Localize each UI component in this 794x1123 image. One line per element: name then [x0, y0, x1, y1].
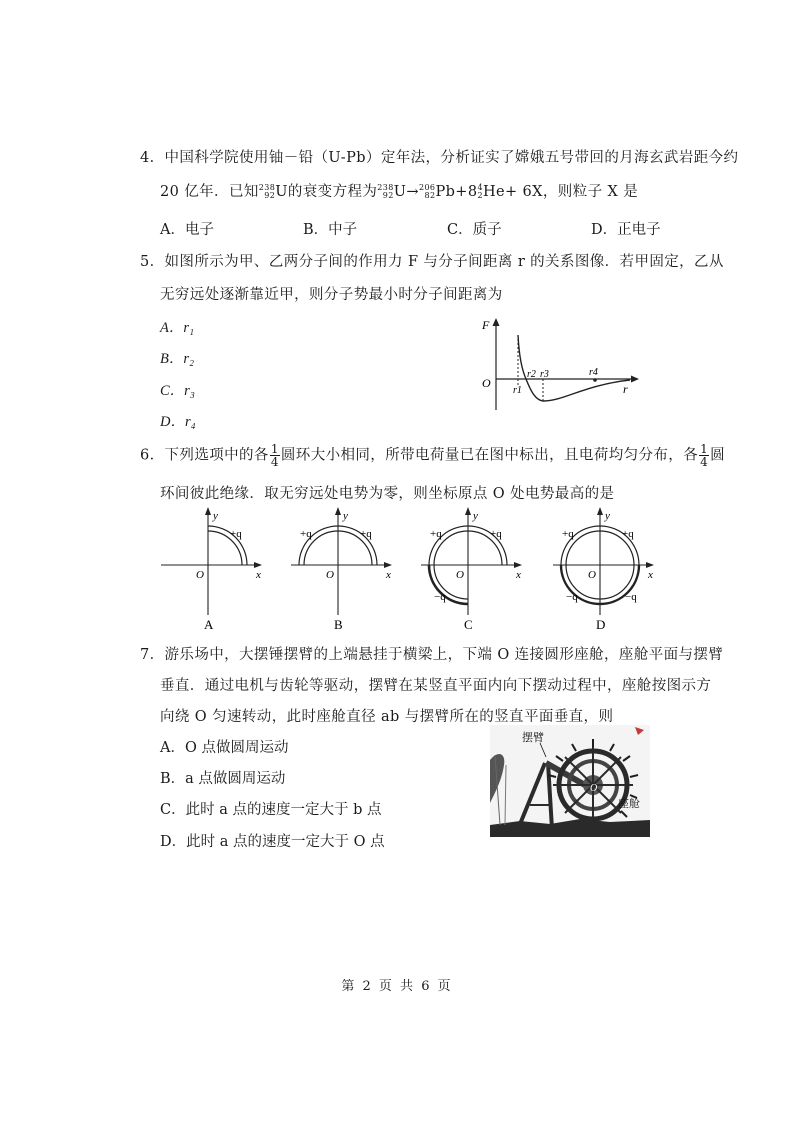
q5-number: 5．	[140, 254, 165, 270]
svg-text:+q: +q	[360, 528, 372, 540]
arrow-symbol: →	[406, 184, 419, 200]
q4-number: 4．	[140, 150, 165, 166]
svg-text:O: O	[588, 569, 596, 581]
q4-line1: 4．中国科学院使用铀－铅（U-Pb）定年法，分析证实了嫦娥五号带回的月海玄武岩距今约	[140, 150, 739, 166]
caption-a: A	[204, 617, 214, 632]
r-axis-arrow	[631, 376, 639, 383]
r4-point	[593, 378, 597, 382]
quarter-fraction: $\frac{1}{4}$	[270, 442, 279, 469]
caption-c: C	[464, 617, 473, 632]
f-axis-arrow	[493, 318, 500, 326]
q4-line2: 20 亿年．已知 238 92 U的衰变方程为 238 92 U→ 206 82 Pb+8 4 2 He+ 6X，则粒子 X 是	[160, 183, 639, 200]
q4-option-b[interactable]: B．中子	[303, 222, 358, 238]
q6-diagram-d	[550, 505, 660, 635]
force-distance-graph	[475, 315, 645, 415]
arm-label: 摆臂	[522, 732, 544, 744]
q6-line1: 6．下列选项中的各 $\frac{1}{4}$ 圆环大小相同，所带电荷量已在图中标出，且电荷均匀分布，各 $\frac{1}{4}$ 圆	[140, 442, 726, 469]
cabin-label: 座舱	[618, 798, 640, 810]
q5-option-d[interactable]: D．r₄	[160, 414, 196, 430]
q7-number: 7．	[140, 647, 165, 663]
q6-diagram-b	[288, 505, 398, 635]
svg-text:y: y	[213, 510, 218, 522]
svg-text:+q: +q	[230, 528, 242, 540]
f-axis-label: F	[482, 318, 490, 332]
svg-text:O: O	[196, 569, 204, 581]
q5-option-b[interactable]: B．r₂	[160, 351, 195, 367]
q7-line3: 向绕 O 匀速转动，此时座舱直径 ab 与摆臂所在的竖直平面垂直，则	[160, 709, 614, 725]
q7-option-b[interactable]: B．a 点做圆周运动	[160, 771, 286, 787]
q7-line2: 垂直．通过电机与齿轮等驱动，摆臂在某竖直平面内向下摆动过程中，座舱按图示方	[160, 678, 712, 694]
caption-b: B	[334, 617, 343, 632]
q7-option-a[interactable]: A．O 点做圆周运动	[160, 740, 289, 756]
q6-diagram-a	[158, 505, 268, 635]
q6-number: 6．	[140, 447, 165, 464]
svg-text:+q: +q	[300, 528, 312, 540]
pendulum-ride-photo	[490, 725, 650, 837]
caption-d: D	[596, 617, 606, 632]
svg-text:+q: +q	[430, 528, 442, 540]
q4-option-a[interactable]: A．电子	[160, 222, 214, 238]
force-curve	[518, 335, 630, 401]
q7-option-d[interactable]: D．此时 a 点的速度一定大于 O 点	[160, 834, 385, 850]
svg-text:O: O	[456, 569, 464, 581]
svg-text:y: y	[343, 510, 348, 522]
r-axis-label: r	[623, 382, 628, 396]
svg-text:+q: +q	[490, 528, 502, 540]
q4-option-d[interactable]: D．正电子	[591, 222, 661, 238]
svg-text:x: x	[256, 569, 261, 581]
q7-option-c[interactable]: C．此时 a 点的速度一定大于 b 点	[160, 802, 382, 818]
quarter-fraction: $\frac{1}{4}$	[700, 442, 709, 469]
svg-text:+q: +q	[562, 528, 574, 540]
q4-option-c[interactable]: C．质子	[447, 222, 502, 238]
svg-text:O: O	[326, 569, 334, 581]
svg-text:−q: −q	[434, 591, 446, 603]
svg-text:−q: −q	[625, 591, 637, 603]
q6-diagram-c	[418, 505, 528, 635]
svg-text:x: x	[648, 569, 653, 581]
page-footer: 第 2 页 共 6 页	[341, 979, 453, 994]
svg-text:x: x	[386, 569, 391, 581]
q5-option-a[interactable]: A．r₁	[160, 320, 195, 336]
q5-line2: 无穷远处逐渐靠近甲，则分子势最小时分子间距离为	[160, 287, 503, 303]
r2-label: r2	[527, 369, 536, 380]
r4-label: r4	[589, 367, 598, 378]
svg-text:−q: −q	[566, 591, 578, 603]
q5-line1: 5．如图所示为甲、乙两分子间的作用力 F 与分子间距离 r 的关系图像．若甲固定，乙从	[140, 254, 724, 270]
svg-text:y: y	[473, 510, 478, 522]
origin-label: O	[482, 376, 491, 390]
svg-text:x: x	[516, 569, 521, 581]
center-o-label: O	[590, 783, 598, 794]
svg-text:y: y	[605, 510, 610, 522]
q6-line2: 环间彼此绝缘．取无穷远处电势为零，则坐标原点 O 处电势最高的是	[160, 486, 615, 502]
r3-label: r3	[540, 369, 549, 380]
svg-text:+q: +q	[622, 528, 634, 540]
q7-line1: 7．游乐场中，大摆锤摆臂的上端悬挂于横梁上，下端 O 连接圆形座舱，座舱平面与摆臂	[140, 647, 724, 663]
q5-option-c[interactable]: C．r₃	[160, 383, 195, 399]
r1-label: r1	[513, 385, 522, 396]
u-isotope-numbers: 238 92	[258, 183, 276, 200]
